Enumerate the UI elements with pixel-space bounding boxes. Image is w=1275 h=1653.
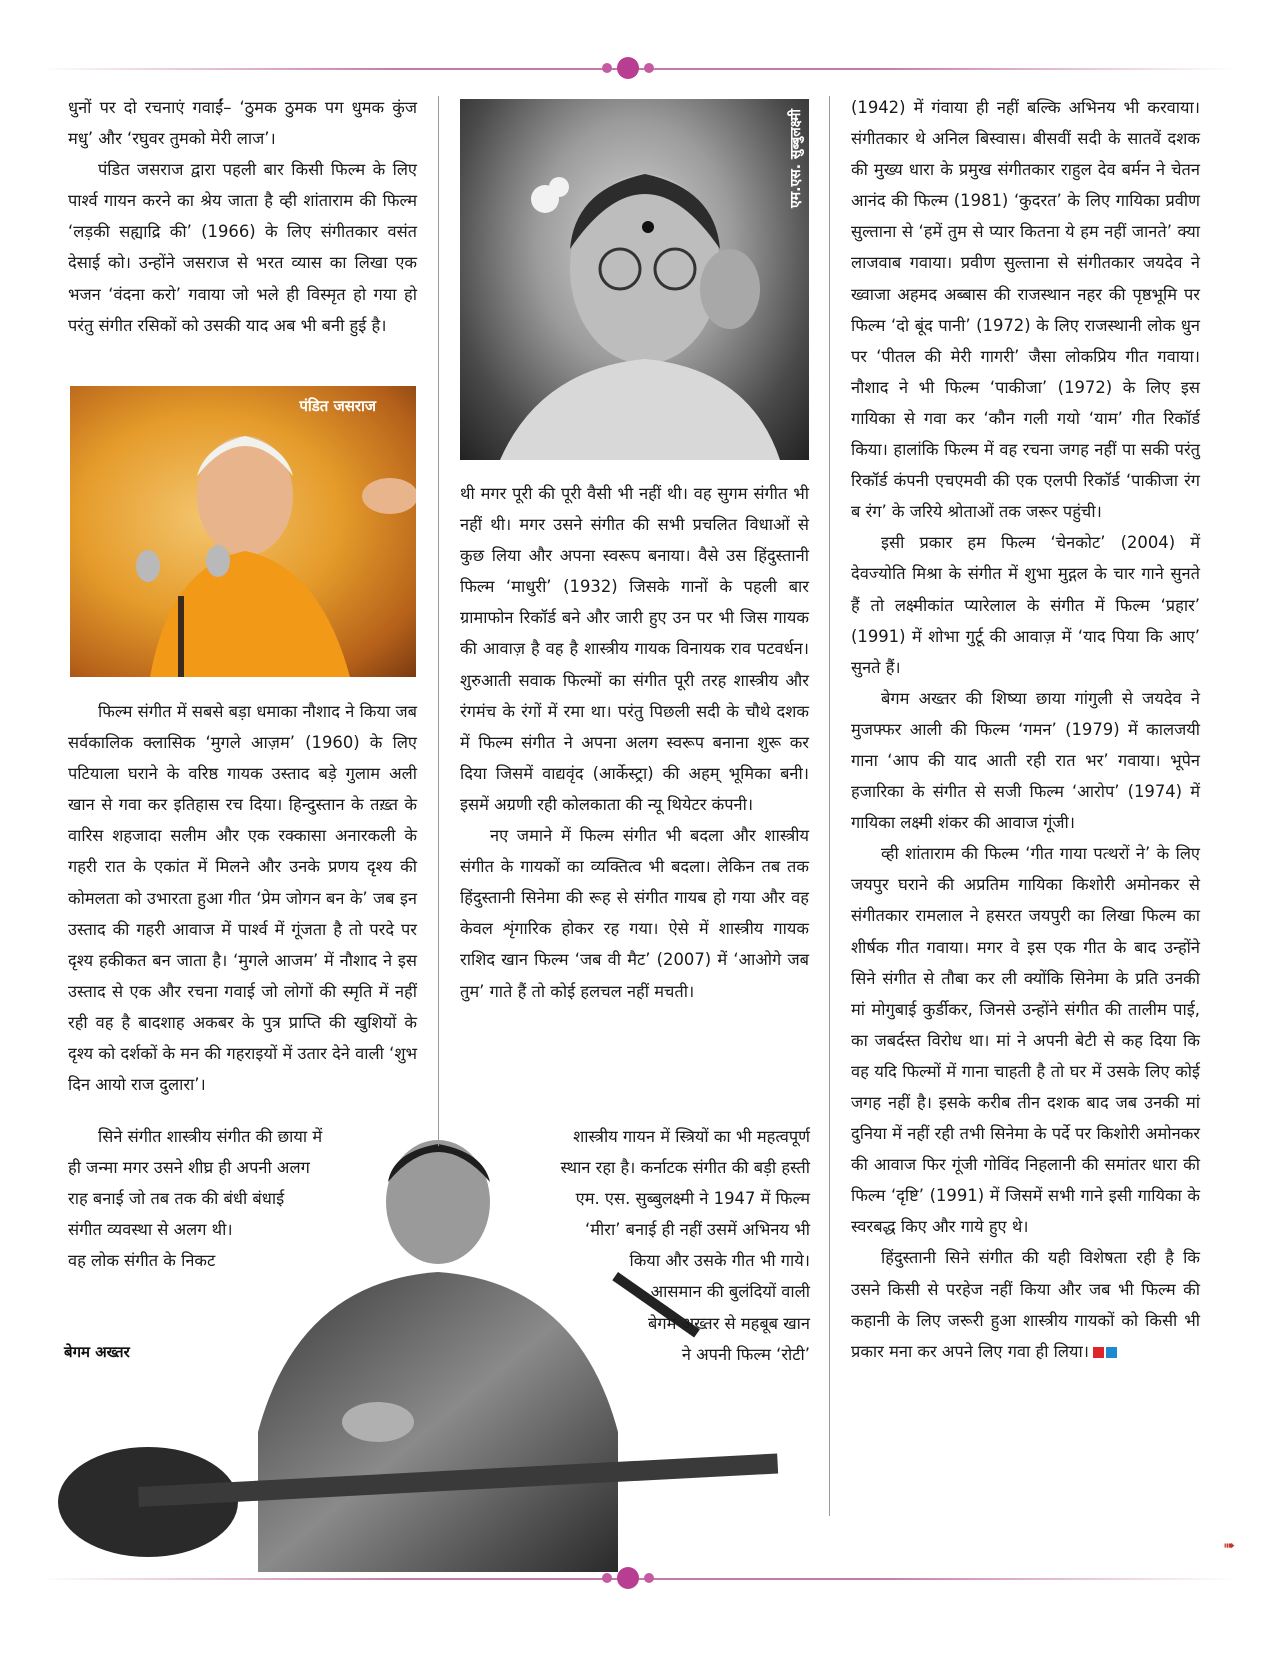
photo-pandit-jasraj: [70, 386, 416, 677]
column-1-middle: [68, 696, 417, 1100]
wrap-line: किया और उसके गीत भी गाये।: [629, 1251, 810, 1271]
wrap-line: संगीत व्यवस्था से अलग थी।: [68, 1220, 233, 1240]
paragraph: इसी प्रकार हम फिल्म ‘चेनकोट’ (2004) में देवज्योति मिश्रा के संगीत में शुभा मुद्गल के चार गाने सुनते हैं तो लक्ष्मीकांत प्यारेलाल के संगीत में फिल्म ‘प्रहार’ (1991) में शोभा गुर्टू की आवाज़ में ‘याद पिया कि आए’ सुनते हैं।: [851, 533, 1200, 677]
bottom-ornament: [602, 1566, 654, 1590]
wrap-line: एम. एस. सुब्बुलक्ष्मी ने 1947 में फिल्म: [575, 1189, 810, 1209]
photo-ms-subbulakshmi: [460, 99, 809, 460]
wrap-line: आसमान की बुलंदियों वाली: [650, 1282, 810, 1302]
jasraj-figure: [70, 386, 416, 677]
end-mark-blue: [1106, 1347, 1117, 1358]
column-2-wrap-text: [480, 1121, 810, 1370]
paragraph: फिल्म संगीत में सबसे बड़ा धमाका नौशाद ने किया जब सर्वकालिक क्लासिक ‘मुगले आज़म’ (1960) के लिए पटियाला घराने के वरिष्ठ गायक उस्ताद बड़े गुलाम अली खान से गवा कर इतिहास रच दिया। हिन्दुस्तान के तख़्त के वारिस शहजादा सलीम और एक रक्कासा अनारकली के गहरी रात के एकांत में मिलने और उनके प्रणय दृश्य की कोमलता को उभारता हुआ गीत ‘प्रेम जोगन बन के’ जब इन उस्ताद की गहरी आवाज में पार्श्व में गूंजता है तो परदे पर दृश्य हकीकत बन जाता है। ‘मुगले आजम’ में नौशाद ने इस उस्ताद से एक और रचना गवाई जो लोगों की स्मृति में नहीं रही वह है बादशाह अकबर के पुत्र प्राप्ति की खुशियों के दृश्य को दर्शकों के मन की गहराइयों में उतार देने वाली ‘शुभ दिन आयो राज दुलारा’।: [68, 702, 417, 1095]
wrap-line: ही जन्मा मगर उसने शीघ्र ही अपनी अलग: [68, 1158, 310, 1178]
next-page-arrow-icon: ➠: [1223, 1538, 1235, 1554]
wrap-line: सिने संगीत शास्त्रीय संगीत की छाया में: [98, 1127, 323, 1146]
end-mark-red: [1093, 1347, 1104, 1358]
column-2-body: [460, 478, 809, 1007]
paragraph: पंडित जसराज द्वारा पहली बार किसी फिल्म के लिए पार्श्व गायन करने का श्रेय जाता है व्ही शांताराम की फिल्म ‘लड़की सह्याद्रि की’ (1966) के लिए संगीतकार वसंत देसाई को। उन्होंने जसराज से भरत व्यास का लिखा एक भजन ‘वंदना करो’ गवाया जो भले ही विस्मृत हो गया हो परंतु संगीत रसिकों को उसकी याद अब भी बनी हुई है।: [68, 160, 417, 335]
paragraph: थी मगर पूरी की पूरी वैसी भी नहीं थी। वह सुगम संगीत भी नहीं थी। मगर उसने संगीत की सभी प्रचलित विधाओं से कुछ लिया और अपना स्वरूप बनाया। वैसे उस हिंदुस्तानी फिल्म ‘माधुरी’ (1932) जिसके गानों के पहली बार ग्रामाफोन रिकॉर्ड बने और जारी हुए उन पर भी जिस गायक की आवाज़ है वह है शास्त्रीय गायक विनायक राव पटवर्धन। शुरुआती सवाक फिल्मों का संगीत पूरी तरह शास्त्रीय और रंगमंच के रंगों में रमा था। परंतु पिछली सदी के चौथे दशक में फिल्म संगीत ने अपना अलग स्वरूप बनाना शुरू कर दिया जिसमें वाद्यवृंद (आर्केस्ट्रा) की अहम् भूमिका बनी। इसमें अग्रणी रही कोलकाता की न्यू थियेटर कंपनी।: [460, 484, 809, 814]
wrap-line: राह बनाई जो तब तक की बंधी बंधाई: [68, 1189, 285, 1209]
wrap-line: ने अपनी फिल्म ‘रोटी’: [681, 1344, 810, 1364]
paragraph: [851, 1242, 1200, 1366]
top-ornament: [602, 56, 654, 80]
paragraph: व्ही शांताराम की फिल्म ‘गीत गाया पत्थरों ने’ के लिए जयपुर घराने की अप्रतिम गायिका किशोरी अमोनकर से संगीतकार रामलाल ने हसरत जयपुरी का लिखा फिल्म का शीर्षक गीत गवाया। मगर वे इस एक गीत के बाद उन्होंने सिने संगीत से तौबा कर ली क्योंकि सिनेमा के प्रति उनकी मां मोगुबाई कुर्डीकर, जिनसे उन्होंने संगीत की तालीम पाई, का जबर्दस्त विरोध था। मां ने अपनी बेटी से कह दिया कि वह यदि फिल्मों में गाना चाहती है तो घर में उसके लिए कोई जगह नहीं है। इसके करीब तीन दशक बाद जब उनकी मां दुनिया में नहीं रही तभी सिनेमा के पर्दे पर किशोरी अमोनकर की आवाज फिर गूंजी गोविंद निहलानी की समांतर धारा की फिल्म ‘दृष्टि’ (1991) में जिसमें सभी गाने इसी गायिका के स्वरबद्ध किए और गाये हुए थे।: [851, 844, 1200, 1237]
wrap-line: वह लोक संगीत के निकट: [68, 1251, 216, 1271]
paragraph: नए जमाने में फिल्म संगीत भी बदला और शास्त्रीय संगीत के गायकों का व्यक्तित्व भी बदला। लेकिन तब तक हिंदुस्तानी सिनेमा की रूह से संगीत गायब हो गया और वह केवल शृंगारिक होकर रह गया। ऐसे में शास्त्रीय गायक राशिद खान फिल्म ‘जब वी मैट’ (2007) में ‘आओगे जब तुम’ गाते हैं तो कोई हलचल नहीं मचती।: [460, 826, 809, 1001]
caption-subbulakshmi: एम.एस. सुब्बुलक्ष्मी: [788, 109, 804, 208]
paragraph: (1942) में गंवाया ही नहीं बल्कि अभिनय भी करवाया। संगीतकार थे अनिल बिस्वास। बीसवीं सदी के सातवें दशक की मुख्य धारा के प्रमुख संगीतकार राहुल देव बर्मन ने चेतन आनंद की फिल्म (1981) ‘कुदरत’ के लिए गायिका प्रवीण सुल्ताना से ‘हमें तुम से प्यार कितना ये हम नहीं जानते’ क्या लाजवाब गवाया। प्रवीण सुल्ताना से संगीतकार जयदेव ने ख्वाजा अहमद अब्बास की राजस्थान नहर की पृष्ठभूमि पर फिल्म ‘दो बूंद पानी’ (1972) के लिए राजस्थानी लोक धुन पर ‘पीतल की मेरी गागरी’ जैसा लोकप्रिय गीत गवाया। नौशाद ने भी फिल्म ‘पाकीजा’ (1972) के लिए इस गायिका से गवा कर ‘कौन गली गयो ‘याम’ गीत रिकॉर्ड किया। हालांकि फिल्म में वह रचना जगह नहीं पा सकी परंतु रिकॉर्ड कंपनी एचएमवी की एक एलपी रिकॉर्ड ‘पाकीजा रंग ब रंग’ के जरिये श्रोताओं तक जरूर पहुंची।: [851, 98, 1200, 522]
paragraph: धुनों पर दो रचनाएं गवाईं– ‘ठुमक ठुमक पग धुमक कुंज मधु’ और ‘रघुवर तुमको मेरी लाज’।: [68, 98, 417, 149]
column-3-body: [851, 92, 1200, 1367]
column-divider: [829, 96, 830, 1516]
caption-begum-akhtar: बेगम अख्तर: [64, 1343, 130, 1361]
wrap-line: शास्त्रीय गायन में स्त्रियों का भी महत्वपूर्ण: [573, 1127, 810, 1146]
wrap-line: बेगम अख्तर से महबूब खान: [647, 1313, 810, 1333]
caption-jasraj: पंडित जसराज: [299, 397, 376, 415]
closing-paragraph-text: हिंदुस्तानी सिने संगीत की यही विशेषता रही है कि उसने किसी से परहेज नहीं किया और जब भी फिल्म की कहानी के लिए जरूरी हुआ शास्त्रीय गायकों को किसी भी प्रकार मना कर अपने लिए गवा ही लिया।: [851, 1248, 1200, 1361]
column-1-top: [68, 92, 417, 341]
paragraph: बेगम अख्तर की शिष्या छाया गांगुली से जयदेव ने मुजफ्फर आली की फिल्म ‘गमन’ (1979) में कालजयी गाना ‘आप की याद आती रही रात भर’ गवाया। भूपेन हजारिका के संगीत से सजी फिल्म ‘आरोप’ (1974) में गायिका लक्ष्मी शंकर की आवाज गूंजी।: [851, 688, 1200, 833]
wrap-line: ‘मीरा’ बनाई ही नहीं उसमें अभिनय भी: [585, 1220, 810, 1240]
subbulakshmi-figure: [460, 99, 809, 460]
wrap-line: स्थान रहा है। कर्नाटक संगीत की बड़ी हस्ती: [560, 1158, 810, 1178]
column-divider: [438, 96, 439, 1146]
